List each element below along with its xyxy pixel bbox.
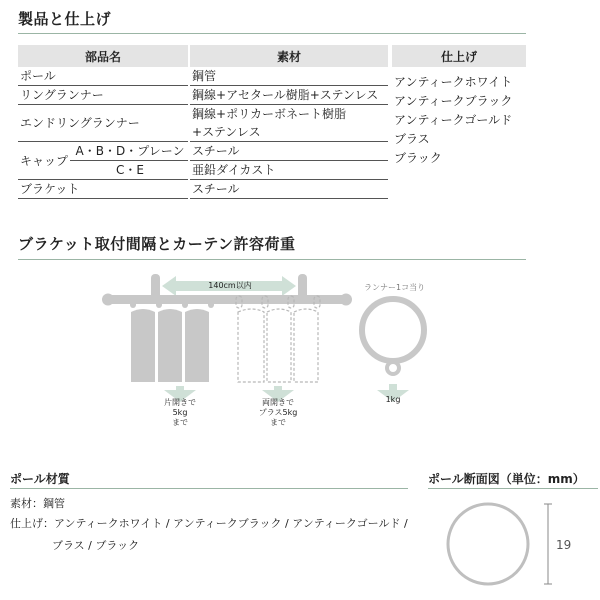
part-cap-sub-1: A・B・D・プレーン [70, 142, 188, 161]
table-header-row [18, 45, 526, 67]
section-title-cross-section: ポール断面図（単位：mm） [428, 472, 585, 486]
spec-table [18, 45, 526, 199]
section-divider [10, 488, 408, 489]
section-divider [18, 259, 526, 260]
material-end-ring-runner-1: 鋼線+ポリカーボネート樹脂 [192, 107, 346, 121]
material-pole: 鋼管 [190, 67, 388, 86]
section-title-pole-material: ポール材質 [10, 472, 70, 486]
finish-line-2: ブラス / ブラック [52, 539, 140, 552]
load-label-line: まで [270, 418, 286, 427]
part-cap-sub-2: C・E [70, 161, 188, 180]
finish-item: アンティークゴールド [394, 113, 513, 127]
header-finish: 仕上げ [392, 45, 526, 67]
pole [108, 295, 346, 304]
runner-note: ランナー1コ当り [364, 283, 426, 292]
curtain-dashed [236, 296, 320, 382]
part-bracket: ブラケット [18, 180, 188, 199]
diameter-label: 19 [556, 538, 572, 552]
section-divider [18, 33, 526, 34]
finish-item: ブラック [394, 151, 442, 165]
curtain-solid [130, 296, 214, 382]
part-pole: ポール [18, 67, 188, 86]
material-cap-2: 亜鉛ダイカスト [190, 161, 388, 180]
load-label-line: 片開きで [164, 398, 196, 407]
ring-eyelet [387, 362, 399, 374]
load-label-ring: 1kg [385, 395, 401, 404]
part-cap: キャップ [18, 142, 70, 180]
finish-list [392, 67, 526, 199]
part-end-ring-runner: エンドリングランナー [18, 105, 188, 142]
load-label-left [155, 398, 205, 428]
material-cap-1: スチール [190, 142, 388, 161]
cross-section-diagram [430, 490, 600, 600]
material-bracket: スチール [190, 180, 388, 199]
pole-cross-section [448, 504, 528, 584]
section-title-bracket-spacing: ブラケット取付間隔とカーテン許容荷重 [18, 235, 296, 253]
finish-item: アンティークホワイト [394, 75, 513, 89]
pole-finial-right [340, 294, 352, 306]
section-divider [428, 488, 598, 489]
finish-item: ブラス [394, 132, 430, 146]
load-label-line: 両開きで [262, 398, 294, 407]
ring-runner [362, 299, 424, 361]
material-end-ring-runner-2: +ステンレス [190, 123, 388, 142]
table-row [18, 67, 526, 86]
material-line: 素材：鋼管 [10, 497, 65, 510]
finish-item: アンティークブラック [394, 94, 513, 108]
header-part-name: 部品名 [18, 45, 188, 67]
load-label-line: 5kg [172, 408, 188, 417]
header-material: 素材 [190, 45, 388, 67]
section-title-products: 製品と仕上げ [18, 10, 112, 28]
load-label-mid [250, 398, 306, 428]
load-label-line: まで [172, 418, 188, 427]
finish-line-1: 仕上げ：アンティークホワイト / アンティークブラック / アンティークゴールド / [10, 517, 408, 530]
pole-finial-left [102, 294, 114, 306]
span-label: 140cm以内 [208, 281, 252, 290]
part-ring-runner: リングランナー [18, 86, 188, 105]
material-ring-runner: 鋼線+アセタール樹脂+ステンレス [190, 86, 388, 105]
load-label-line: プラス5kg [258, 408, 298, 417]
